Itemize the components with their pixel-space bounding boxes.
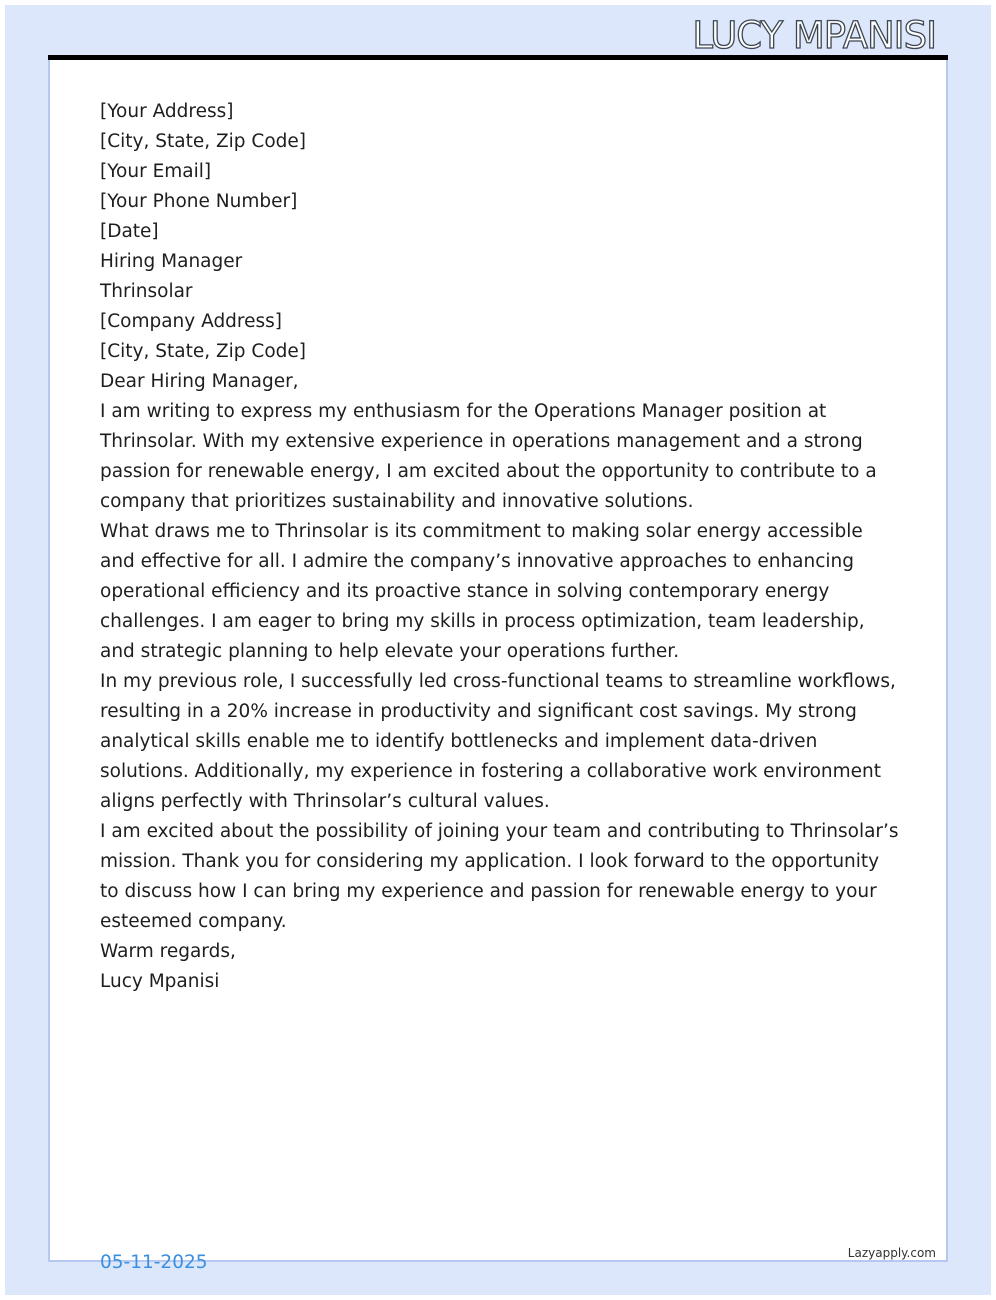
letter-date: 05-11-2025	[100, 1252, 208, 1273]
closing: Warm regards,	[100, 941, 236, 962]
sender-phone-line: [Your Phone Number]	[100, 191, 298, 212]
applicant-name-header: LUCY MPANISI	[692, 14, 936, 57]
sender-address-line: [Your Address]	[100, 101, 234, 122]
sender-email-line: [Your Email]	[100, 161, 212, 182]
sender-date-line: [Date]	[100, 221, 159, 242]
recipient-company-line: Thrinsolar	[100, 281, 193, 302]
body-paragraph-3: In my previous role, I successfully led cross-functional teams to streamline workflows, resulting in a 20% increase in productivity and significant cost savings. My strong analytical skills enable me to identify bottlenecks and implement data-driven solutions. Additionally, my experience in fostering a collaborative work environment aligns perfectly with Thrinsolar’s cultural values.	[100, 671, 896, 812]
recipient-address-block	[100, 247, 900, 367]
cover-letter-body	[100, 97, 900, 997]
body-paragraph-4: I am excited about the possibility of joining your team and contributing to Thrinsolar’s mission. Thank you for considering my application. I look forward to the opportunity to discuss how I can bring my experience and passion for renewable energy to your esteemed company.	[100, 821, 899, 932]
body-paragraph-2: What draws me to Thrinsolar is its commitment to making solar energy accessible and effective for all. I admire the company’s innovative approaches to enhancing operational efficiency and its proactive stance in solving contemporary energy challenges. I am eager to bring my skills in process optimization, team leadership, and strategic planning to help elevate your operations further.	[100, 521, 865, 662]
body-paragraph-1: I am writing to express my enthusiasm for the Operations Manager position at Thrinsolar. With my extensive experience in operations management and a strong passion for renewable energy, I am excited about the opportunity to contribute to a company that prioritizes sustainability and innovative solutions.	[100, 401, 877, 512]
signature-name: Lucy Mpanisi	[100, 971, 220, 992]
salutation: Dear Hiring Manager,	[100, 371, 299, 392]
footer-brand: Lazyapply.com	[847, 1246, 936, 1260]
recipient-city-line: [City, State, Zip Code]	[100, 341, 306, 362]
sender-city-line: [City, State, Zip Code]	[100, 131, 306, 152]
recipient-title-line: Hiring Manager	[100, 251, 243, 272]
recipient-address-line: [Company Address]	[100, 311, 283, 332]
sender-address-block	[100, 97, 900, 247]
